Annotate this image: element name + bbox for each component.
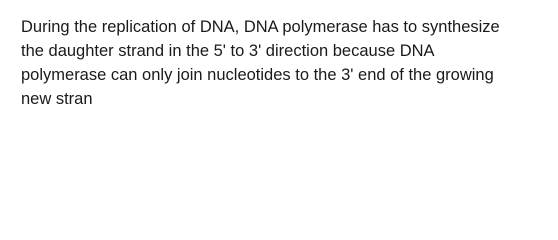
question-text	[21, 15, 551, 111]
question-line-4: new stran	[21, 90, 93, 108]
question-line-1: During the replication of DNA, DNA polymerase has to synthesize	[21, 18, 500, 36]
question-line-3: polymerase can only join nucleotides to the 3' end of the growing	[21, 66, 494, 84]
question-line-2: the daughter strand in the 5' to 3' direction because DNA	[21, 42, 435, 60]
